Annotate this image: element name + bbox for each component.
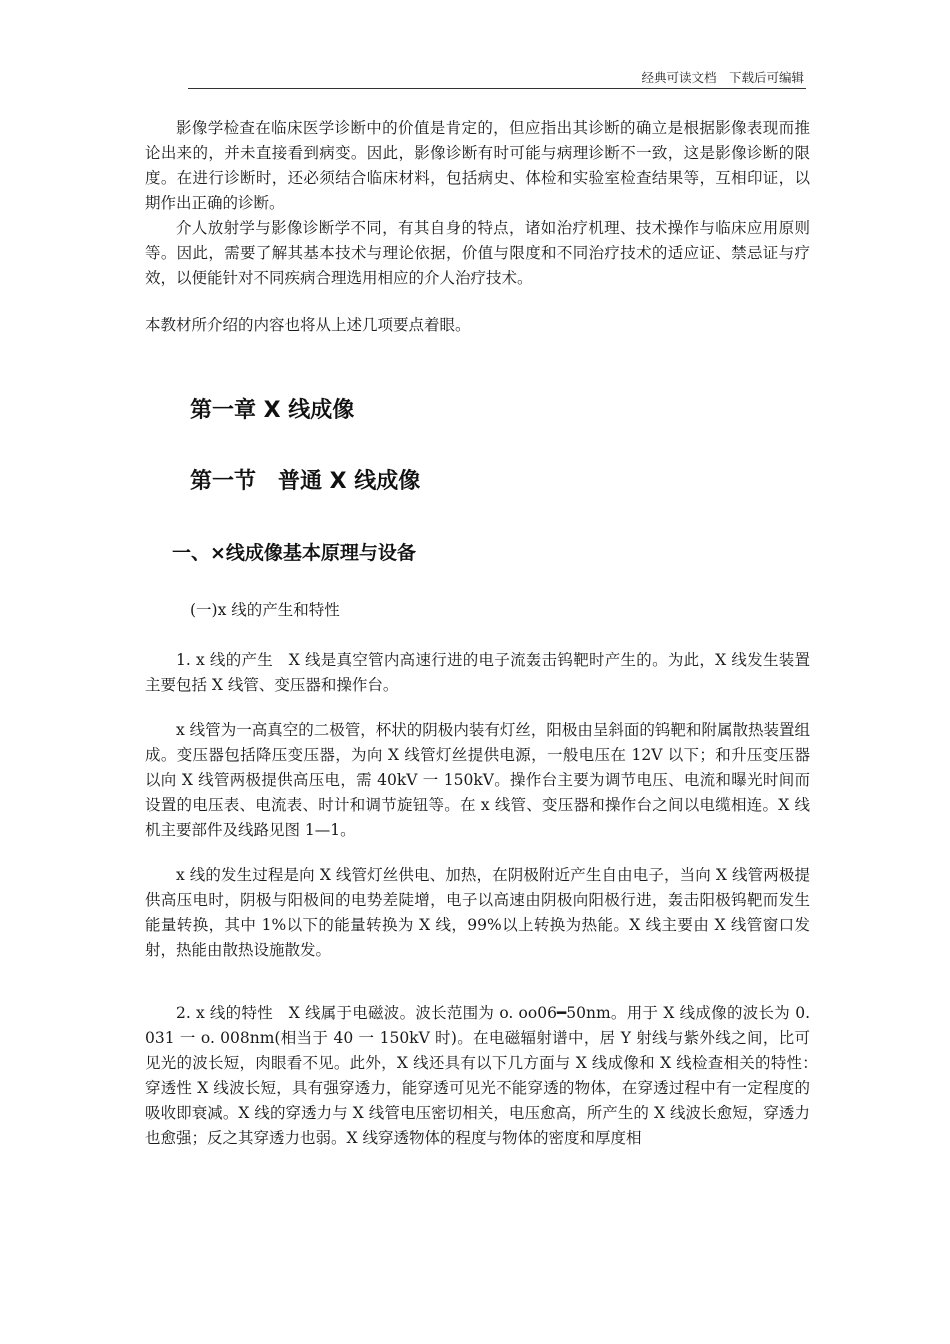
intro-block bbox=[145, 116, 810, 338]
subsubsection-title: (一)x 线的产生和特性 bbox=[190, 601, 340, 619]
page-header bbox=[188, 66, 806, 89]
content-paragraph-1: 1. x 线的产生 X 线是真空管内高速行进的电子流轰击钨靶时产生的。为此，X 线发生装置主要包括 X 线管、变压器和操作台。 bbox=[145, 651, 810, 694]
content-block bbox=[145, 648, 826, 1151]
header-text: 经典可读文档 下载后可编辑 bbox=[641, 70, 804, 85]
content-paragraph-3: x 线的发生过程是向 X 线管灯丝供电、加热，在阴极附近产生自由电子，当向 X 线管两极提供高压电时，阴极与阳极间的电势差陡增，电子以高速由阴极向阳极行进，轰击阳极钨靶而发生能量转换，其中 1%以下的能量转换为 X 线，99%以上转换为热能。X 线主要由 X 线管窗口发射，热能由散热设施散发。 bbox=[145, 866, 810, 959]
content-paragraph-4: 2. x 线的特性 X 线属于电磁波。波长范围为 o. oo06━50nm。用于 X 线成像的波长为 0. 031 一 o. 008nm(相当于 40 一 150kV 时)。在电磁辐射谱中，居 Y 射线与紫外线之间，比可见光的波长短，肉眼看不见。此外，X 线还具有以下几方面与 X 线成像和 X 线检查相关的特性： 穿透性 X 线波长短，具有强穿透力，能穿透可见光不能穿透的物体，在穿透过程中有一定程度的吸收即衰减。X 线的穿透力与 X 线管电压密切相关，电压愈高，所产生的 X 线波长愈短，穿透力也愈强；反之其穿透力也弱。X 线穿透物体的程度与物体的密度和厚度相 bbox=[145, 1004, 826, 1147]
intro-paragraph-1: 影像学检查在临床医学诊断中的价值是肯定的，但应指出其诊断的确立是根据影像表现而推论出来的，并未直接看到病变。因此，影像诊断有时可能与病理诊断不一致，这是影像诊断的限度。在进行诊断时，还必须结合临床材料，包括病史、体检和实验室检查结果等，互相印证，以期作出正确的诊断。 bbox=[145, 119, 810, 212]
content-paragraph-2: x 线管为一高真空的二极管，杯状的阴极内装有灯丝，阳极由呈斜面的钨靶和附属散热装置组成。变压器包括降压变压器，为向 X 线管灯丝提供电源，一般电压在 12V 以下；和升压变压器以向 X 线管两极提供高压电，需 40kV 一 150kV。操作台主要为调节电压、电流和曝光时间而设置的电压表、电流表、时计和调节旋钮等。在 x 线管、变压器和操作台之间以电缆相连。X 线机主要部件及线路见图 1—1。 bbox=[145, 721, 810, 839]
subsection-title: 一、×线成像基本原理与设备 bbox=[172, 542, 416, 564]
chapter-title: 第一章 X 线成像 bbox=[190, 398, 355, 423]
intro-paragraph-3: 本教材所介绍的内容也将从上述几项要点着眼。 bbox=[145, 316, 471, 334]
section-title: 第一节 普通 X 线成像 bbox=[190, 469, 421, 494]
intro-paragraph-2: 介人放射学与影像诊断学不同，有其自身的特点，诸如治疗机理、技术操作与临床应用原则等。因此，需要了解其基本技术与理论依据，价值与限度和不同治疗技术的适应证、禁忌证与疗效，以便能针对不同疾病合理选用相应的介人治疗技术。 bbox=[145, 219, 810, 287]
